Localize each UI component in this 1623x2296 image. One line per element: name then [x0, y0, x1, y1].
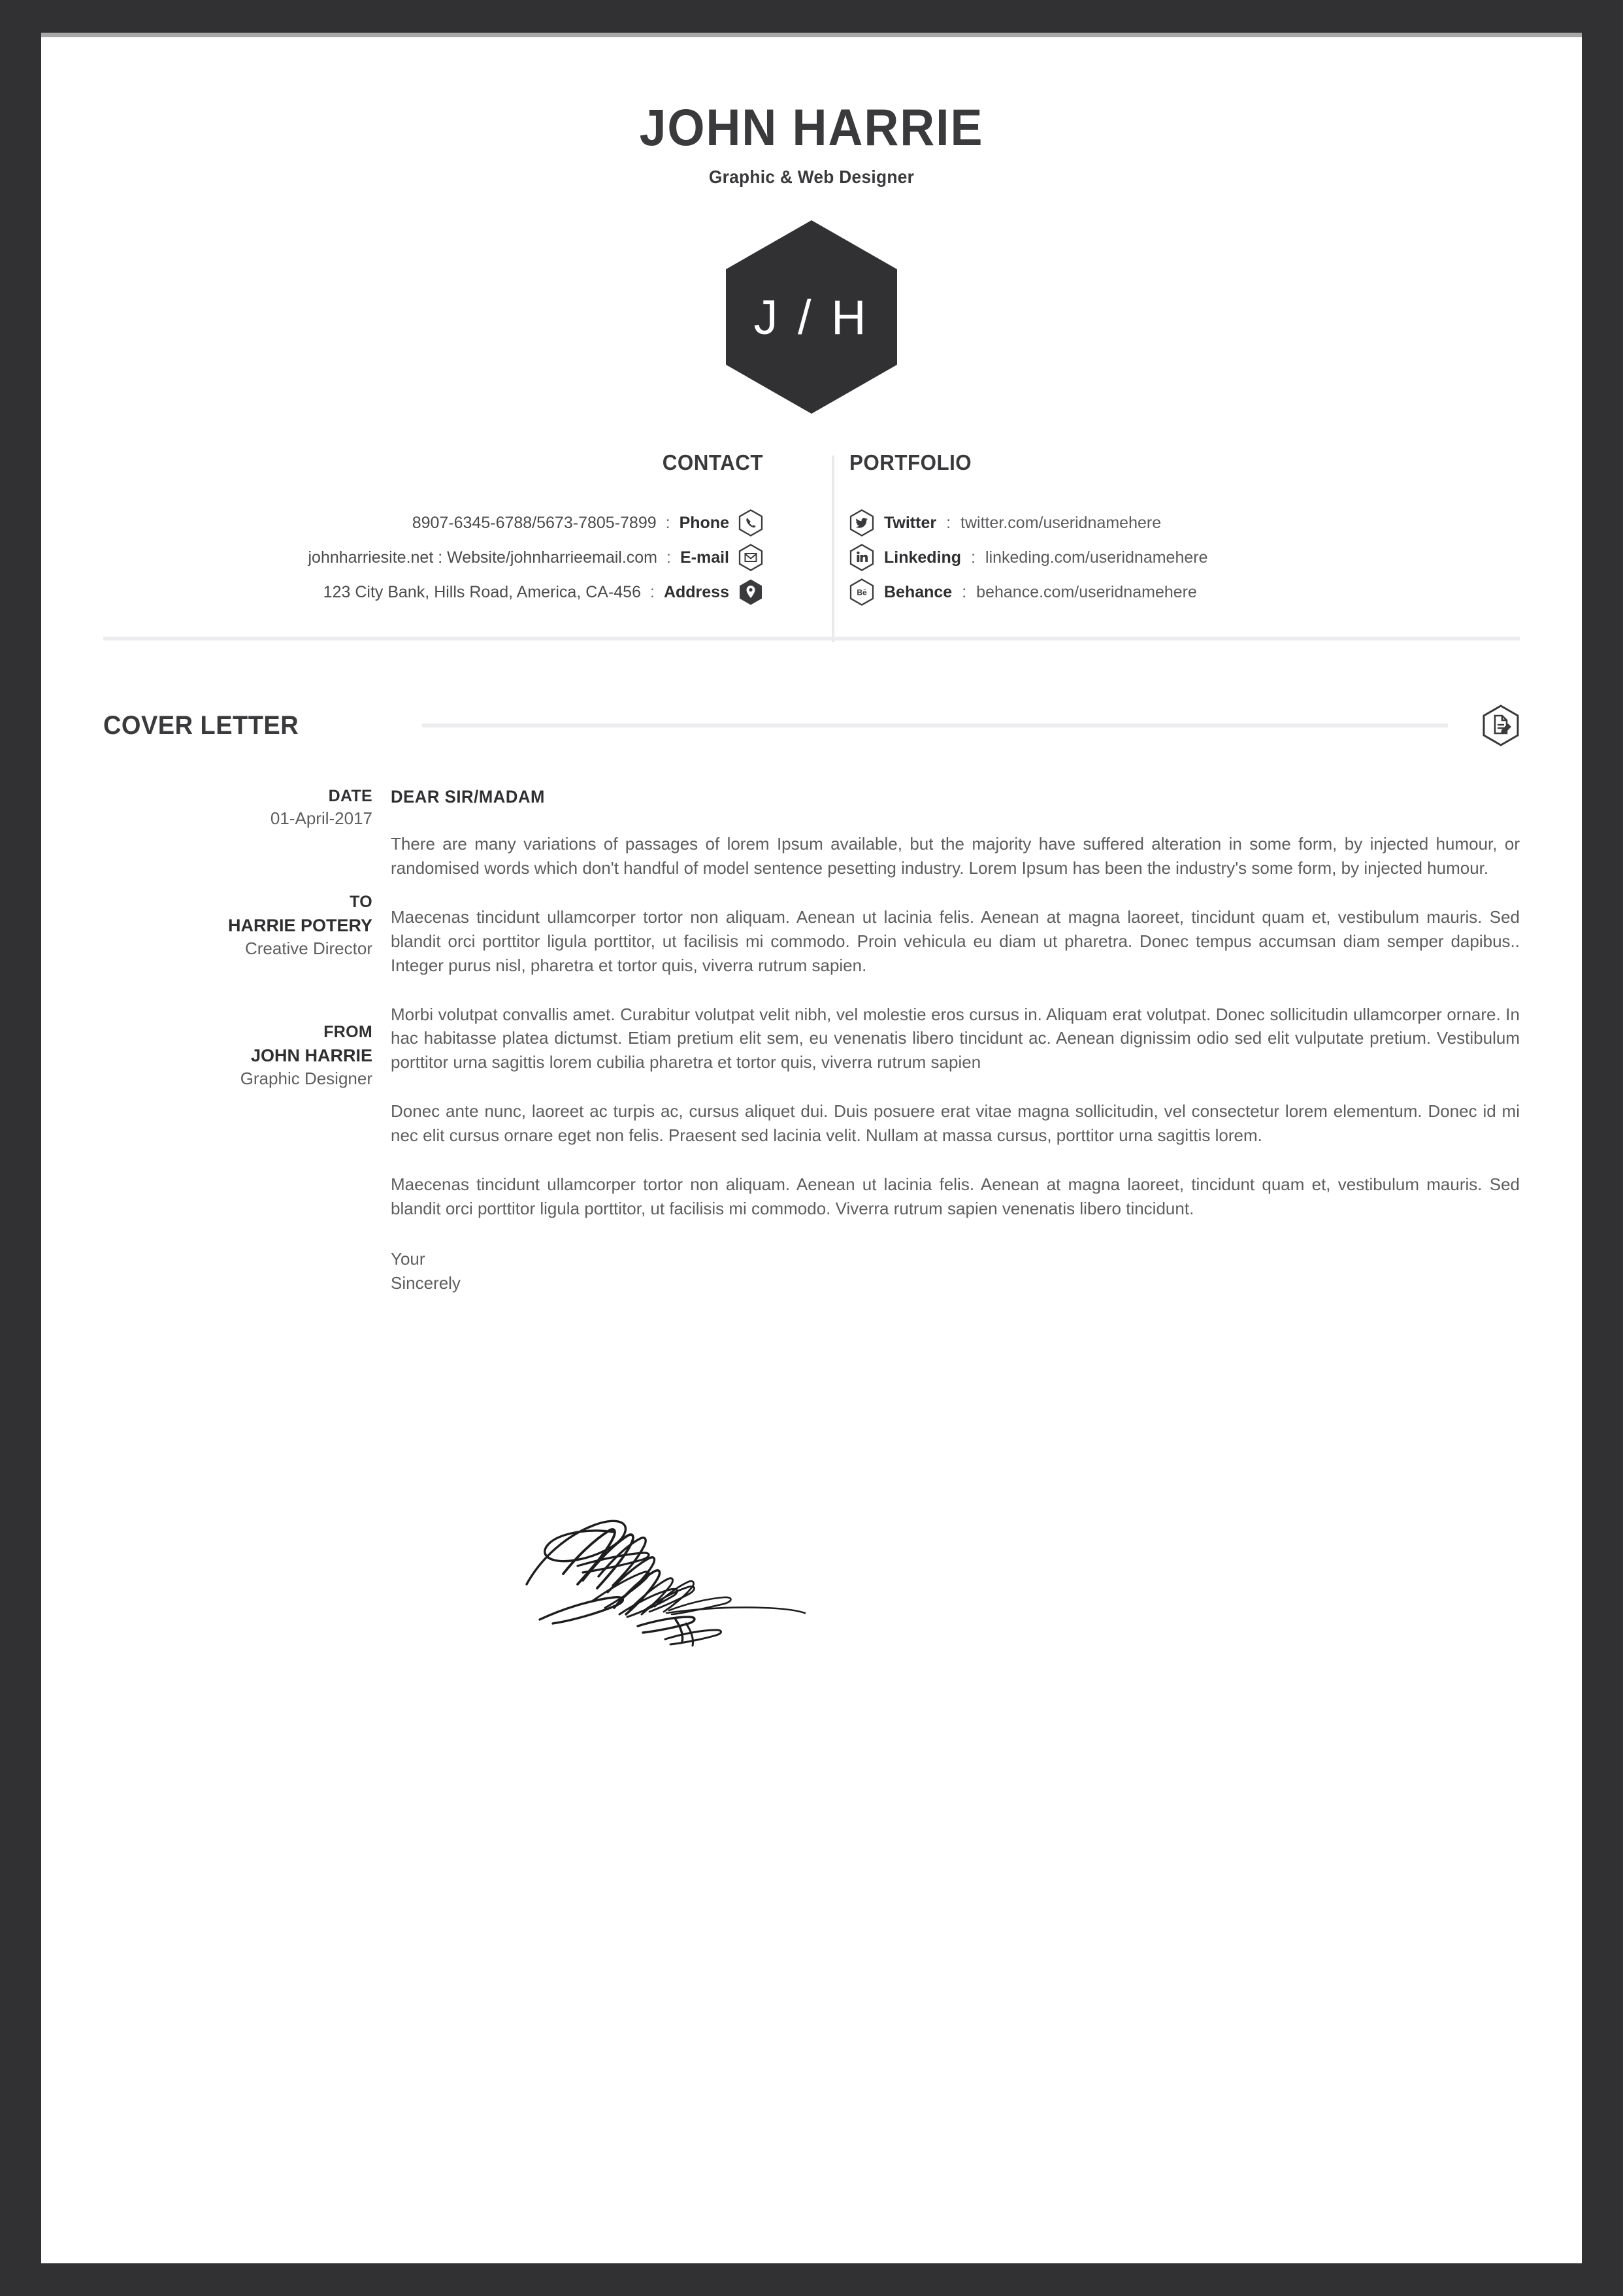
cover-letter-rule [422, 724, 1448, 727]
svg-text:Bē: Bē [857, 588, 867, 597]
location-icon [738, 578, 763, 606]
header [41, 37, 1582, 188]
portfolio-item-twitter[interactable] [849, 509, 1520, 537]
contact-item-address [103, 578, 763, 606]
contact-email-label: E-mail [680, 548, 729, 567]
contact-phone-label: Phone [679, 513, 729, 532]
meta-to-role: Creative Director [244, 939, 372, 958]
meta-from-label: FROM [323, 1023, 372, 1041]
contact-item-phone [103, 509, 763, 537]
portfolio-twitter-value: twitter.com/useridnamehere [960, 513, 1162, 532]
portfolio-list [849, 509, 1520, 606]
document-pencil-icon [1482, 705, 1520, 746]
portfolio-item-behance[interactable] [849, 578, 1520, 606]
portfolio-twitter-separator: : [946, 513, 951, 532]
contact-column [103, 450, 802, 606]
closing-line-1: Your [391, 1248, 425, 1269]
envelope-icon [738, 544, 763, 571]
portfolio-behance-label: Behance [884, 582, 953, 601]
job-title: Graphic & Web Designer [708, 167, 915, 187]
monogram-container [41, 219, 1582, 415]
behance-icon [849, 578, 874, 606]
monogram-initials: J / H [753, 290, 870, 344]
portfolio-twitter-label: Twitter [884, 513, 937, 532]
vertical-divider [832, 456, 834, 642]
meta-date-label: DATE [328, 787, 372, 805]
meta-date-value: 01-April-2017 [270, 808, 372, 828]
meta-to-block [103, 893, 372, 959]
letter-paragraph: Maecenas tincidunt ullamcorper tortor non aliquam. Aenean ut lacinia felis. Aenean at magna laoreet, tincidunt quam et, vestibulum mauris. Sed blandit orci porttitor ligula porttitor, ut facilisis mi commodo. Proin vehicula eu diam ut pharetra. Donec tempus accumsan diam semper dapibus.. Integer purus nisl, pharetra et tortor quis, viverra rutrum sapien. [391, 907, 1520, 975]
portfolio-behance-value: behance.com/useridnamehere [976, 582, 1197, 601]
contact-item-email [103, 544, 763, 571]
portfolio-linkedin-separator: : [971, 548, 976, 567]
signature-container [41, 1511, 1582, 1652]
letter-paragraph: Morbi volutpat convallis amet. Curabitur volutpat velit nibh, vel molestie eros cursus in. Aliquam erat volutpat. Donec sollicitudin ullamcorper ornare. In hac habitasse platea dictumst. Etiam pretium elit sem, eu venenatis libero tincidunt ac. Aenean dignissim odio sed elit vulputate pretium. Vestibulum porttitor urna sagittis lorem cubilia pharetra et tortor quis, viverra rutrum sapien [391, 1004, 1520, 1073]
letter-paragraph: Donec ante nunc, laoreet ac turpis ac, cursus aliquet dui. Duis posuere erat vitae magna sollicitudin, vel consectetur lorem elementum. Donec id mi nec elit cursus ornare eget non felis. Praesent sed lacinia velit. Nullam at massa cursus, porttitor urna sagittis lorem. [391, 1101, 1520, 1146]
closing-line-2: Sincerely [391, 1273, 461, 1293]
portfolio-behance-separator: : [962, 582, 967, 601]
header-divider [103, 637, 1520, 641]
contact-portfolio-section [41, 450, 1582, 606]
cover-letter-title: COVER LETTER [103, 710, 299, 740]
meta-from-block [103, 1023, 372, 1089]
meta-from-name: JOHN HARRIE [250, 1046, 372, 1065]
meta-to-name: HARRIE POTERY [227, 916, 372, 935]
portfolio-item-linkedin[interactable] [849, 544, 1520, 571]
contact-address-label: Address [663, 582, 729, 601]
contact-list [103, 509, 763, 606]
letter-body [41, 787, 1582, 1295]
meta-to-label: TO [350, 893, 372, 911]
contact-email-value: johnharriesite.net : Website/johnharrieemail.com [308, 548, 658, 567]
portfolio-linkedin-label: Linkeding [884, 548, 962, 567]
twitter-icon [849, 509, 874, 537]
page-title: JOHN HARRIE [639, 98, 984, 156]
linkedin-icon [849, 544, 874, 571]
letter-meta-column [103, 787, 391, 1295]
contact-heading: CONTACT [662, 450, 763, 474]
portfolio-linkedin-value: linkeding.com/useridnamehere [985, 548, 1208, 567]
meta-date-block [103, 787, 372, 829]
portfolio-heading: PORTFOLIO [849, 450, 972, 474]
phone-icon [738, 509, 763, 537]
letter-salutation: DEAR SIR/MADAM [391, 787, 545, 807]
contact-email-separator: : [666, 548, 671, 567]
contact-phone-separator: : [665, 513, 670, 532]
cover-letter-header [41, 705, 1582, 746]
letter-closing [391, 1247, 1520, 1295]
contact-address-separator: : [650, 582, 655, 601]
document-page [41, 33, 1582, 2263]
monogram-hexagon [723, 219, 900, 415]
letter-paragraph: Maecenas tincidunt ullamcorper tortor non aliquam. Aenean ut lacinia felis. Aenean at magna laoreet, tincidunt quam et, vestibulum mauris. Sed blandit orci porttitor ligula porttitor, ut facilisis mi commodo. Viverra rutrum sapien venenatis libero tincidunt. [391, 1174, 1520, 1218]
letter-paragraph: There are many variations of passages of lorem Ipsum available, but the majority have suffered alteration in some form, by injected humour, or randomised words which don't handful of model sentence pesetting industry. Lorem Ipsum has been the industry's some form, by injected humour. [391, 834, 1520, 878]
contact-address-value: 123 City Bank, Hills Road, America, CA-456 [323, 582, 641, 601]
handwritten-signature [515, 1511, 822, 1648]
meta-from-role: Graphic Designer [240, 1069, 372, 1088]
letter-text-column [391, 787, 1520, 1295]
portfolio-column [802, 450, 1520, 606]
contact-phone-value: 8907-6345-6788/5673-7805-7899 [412, 513, 657, 532]
